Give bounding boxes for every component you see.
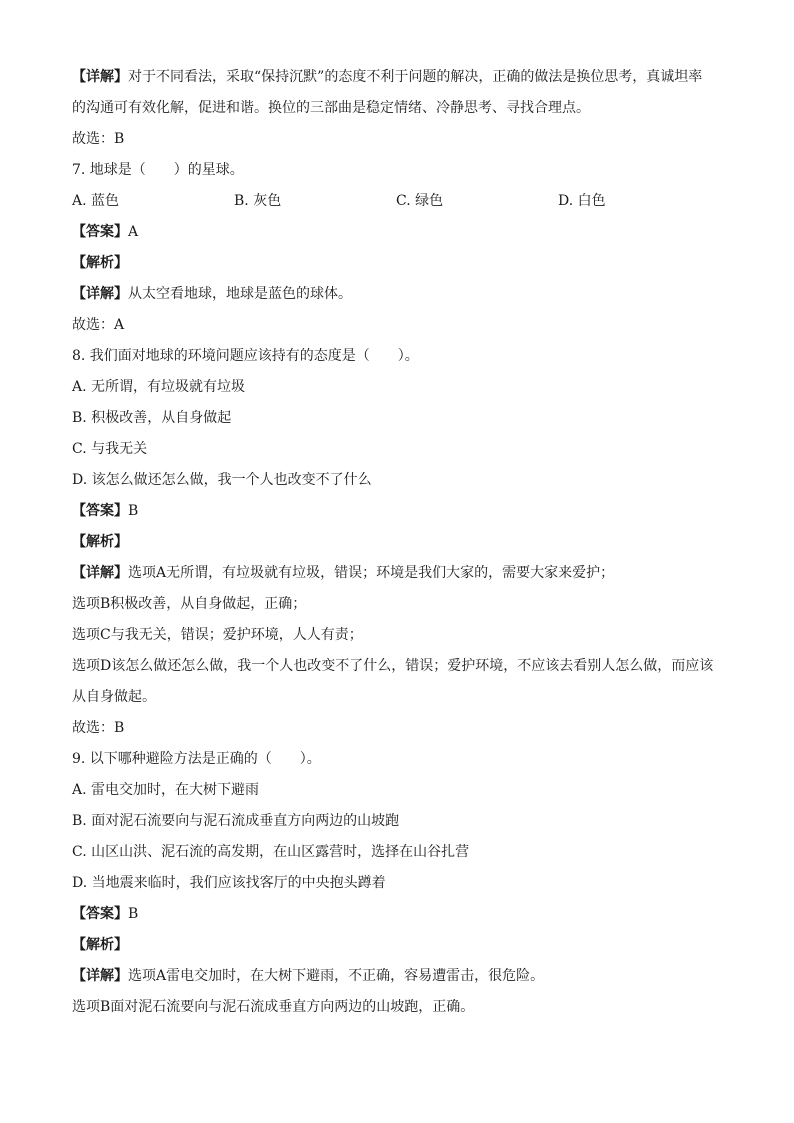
detail-text: 对于不同看法，采取“保持沉默”的态度不利于问题的解决，正确的做法是换位思考，真诚坦率 [128, 69, 703, 85]
q7-option-c: C. 绿色 [396, 193, 444, 209]
q7-options [72, 186, 722, 217]
detail-text: 从太空看地球，地球是蓝色的球体。 [128, 286, 352, 302]
detail-tag: 【详解】 [72, 286, 128, 302]
q7-stem: 7. 地球是（ ）的星球。 [72, 162, 244, 178]
q6-detail-line [72, 62, 722, 93]
q7-option-b: B. 灰色 [234, 193, 282, 209]
detail-tag: 【详解】 [72, 69, 128, 85]
q8-option-d: D. 该怎么做还怎么做，我一个人也改变不了什么 [72, 472, 372, 488]
q8-choice: 故选：B [72, 720, 125, 736]
answer-tag: 【答案】 [72, 503, 128, 519]
q8-detail-line-b: 选项B积极改善，从自身做起，正确； [72, 596, 307, 612]
q7-answer [72, 217, 722, 248]
q7-analysis-tag: 【解析】 [72, 255, 128, 271]
q8-option-a: A. 无所谓，有垃圾就有垃圾 [72, 379, 246, 395]
q9-option-d: D. 当地震来临时，我们应该找客厅的中央抱头蹲着 [72, 875, 386, 891]
q8-stem: 8. 我们面对地球的环境问题应该持有的态度是（ ）。 [72, 348, 419, 364]
answer-tag: 【答案】 [72, 906, 128, 922]
q7-detail-line [72, 279, 722, 310]
detail-tag: 【详解】 [72, 565, 128, 581]
q8-analysis-tag: 【解析】 [72, 534, 128, 550]
q7-choice: 故选：A [72, 317, 125, 333]
answer-value: A [128, 224, 139, 240]
q8-detail-line-d-cont: 从自身做起。 [72, 689, 156, 705]
q8-option-b: B. 积极改善，从自身做起 [72, 410, 232, 426]
detail-text: 选项A雷电交加时，在大树下避雨，不正确，容易遭雷击，很危险。 [128, 968, 545, 984]
document-page [72, 62, 722, 1023]
q8-answer [72, 496, 722, 527]
q9-stem: 9. 以下哪种避险方法是正确的（ ）。 [72, 751, 321, 767]
q9-option-c: C. 山区山洪、泥石流的高发期，在山区露营时，选择在山谷扎营 [72, 844, 470, 860]
q9-answer [72, 899, 722, 930]
detail-text: 选项A无所谓，有垃圾就有垃圾，错误；环境是我们大家的，需要大家来爱护； [128, 565, 615, 581]
q9-option-b: B. 面对泥石流要向与泥石流成垂直方向两边的山坡跑 [72, 813, 400, 829]
answer-value: B [128, 503, 139, 519]
q8-detail-line-d: 选项D该怎么做还怎么做，我一个人也改变不了什么，错误；爱护环境，不应该去看别人怎么做，而应该 [72, 658, 714, 674]
q8-detail-line-c: 选项C与我无关，错误；爱护环境，人人有责； [72, 627, 363, 643]
q6-detail-line-cont: 的沟通可有效化解，促进和谐。换位的三部曲是稳定情绪、冷静思考、寻找合理点。 [72, 100, 590, 116]
answer-value: B [128, 906, 139, 922]
q6-choice: 故选：B [72, 131, 125, 147]
q8-option-c: C. 与我无关 [72, 441, 148, 457]
q7-option-d: D. 白色 [558, 193, 606, 209]
detail-tag: 【详解】 [72, 968, 128, 984]
q7-option-a: A. 蓝色 [72, 193, 120, 209]
q9-detail-line-b: 选项B面对泥石流要向与泥石流成垂直方向两边的山坡跑，正确。 [72, 999, 475, 1015]
answer-tag: 【答案】 [72, 224, 128, 240]
q8-detail-line-a [72, 558, 722, 589]
q9-detail-line-a [72, 961, 722, 992]
q9-analysis-tag: 【解析】 [72, 937, 128, 953]
q9-option-a: A. 雷电交加时，在大树下避雨 [72, 782, 260, 798]
